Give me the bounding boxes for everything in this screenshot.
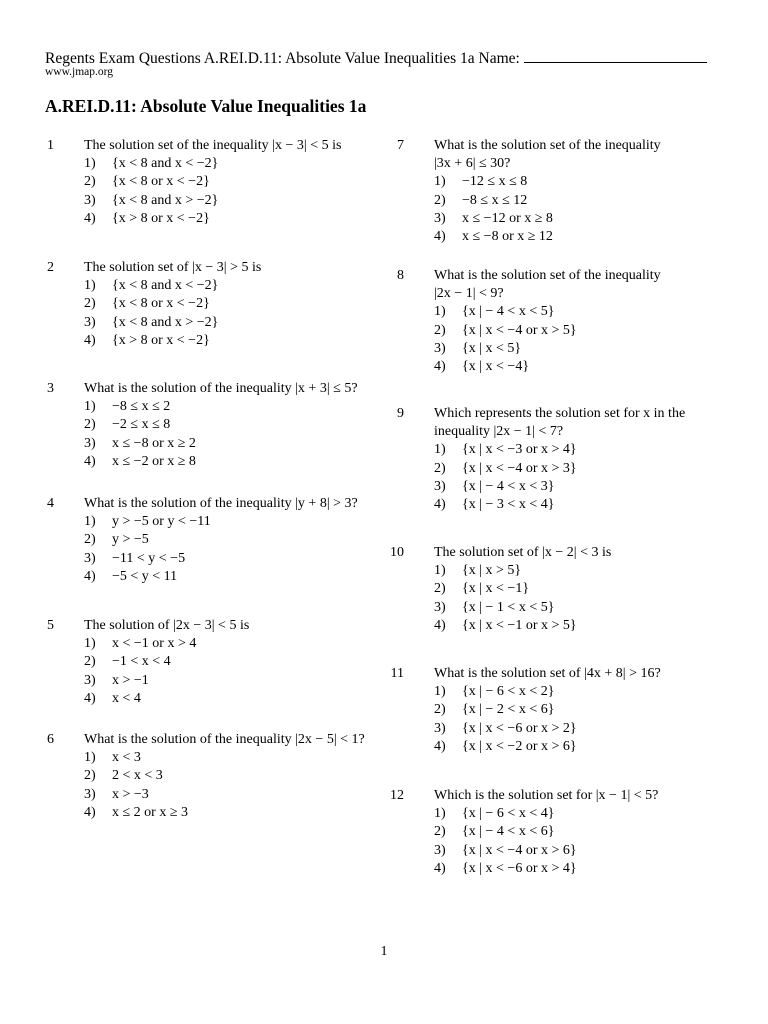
choice-text: y > −5 <box>112 532 149 548</box>
choice-text: {x | − 4 < x < 5} <box>462 304 555 320</box>
choice-number: 2) <box>434 824 446 840</box>
question-text: The solution set of |x − 2| < 3 is <box>434 545 612 560</box>
choice-text: x ≤ −8 or x ≥ 12 <box>462 228 553 244</box>
question-text: inequality |2x − 1| < 7? <box>434 424 564 440</box>
question-number: 8 <box>397 268 404 283</box>
choice-text: {x | − 2 < x < 6} <box>462 702 555 718</box>
choice-text: x ≤ −8 or x ≥ 2 <box>112 435 196 451</box>
choice-number: 2) <box>84 417 96 433</box>
choice-number: 2) <box>434 192 446 208</box>
choice-text: {x < 8 or x < −2} <box>112 174 210 190</box>
choice-text: {x | − 6 < x < 4} <box>462 806 555 822</box>
choice-text: y > −5 or y < −11 <box>112 514 211 530</box>
choice-number: 1) <box>434 684 446 700</box>
choice-text: {x | x < −4 or x > 3} <box>462 460 577 476</box>
choice-text: {x | − 4 < x < 3} <box>462 478 555 494</box>
choice-number: 1) <box>84 636 96 652</box>
question-number: 12 <box>390 788 404 803</box>
choice-text: −1 < x < 4 <box>112 654 171 670</box>
question-text: The solution set of the inequality |x − 3| < 5 is <box>84 138 342 153</box>
choice-text: {x < 8 and x < −2} <box>112 278 219 294</box>
choice-text: {x | − 3 < x < 4} <box>462 496 555 512</box>
choice-number: 1) <box>84 750 96 766</box>
choice-number: 4) <box>434 358 446 374</box>
choice-text: x > −1 <box>112 672 149 688</box>
choice-text: x < 3 <box>112 750 141 766</box>
question-number: 9 <box>397 406 404 421</box>
choice-text: −12 ≤ x ≤ 8 <box>462 174 528 190</box>
question-text: What is the solution of the inequality |y + 8| > 3? <box>84 496 358 511</box>
choice-text: {x < 8 and x < −2} <box>112 156 219 172</box>
choice-number: 4) <box>434 738 446 754</box>
choice-text: x ≤ −12 or x ≥ 8 <box>462 210 553 226</box>
choice-text: −5 < y < 11 <box>112 568 178 584</box>
choice-text: {x | x < −4 or x > 5} <box>462 322 577 338</box>
worksheet-title: A.REI.D.11: Absolute Value Inequalities 1a <box>45 96 367 116</box>
question-text: What is the solution of the inequality |2x − 5| < 1? <box>84 732 365 747</box>
choice-number: 1) <box>84 514 96 530</box>
choice-text: {x | − 6 < x < 2} <box>462 684 555 700</box>
choice-number: 4) <box>434 496 446 512</box>
name-blank-line <box>524 48 707 63</box>
question-text: The solution set of |x − 3| > 5 is <box>84 260 262 275</box>
choice-number: 4) <box>84 210 96 226</box>
choice-text: {x < 8 or x < −2} <box>112 296 210 312</box>
choice-text: 2 < x < 3 <box>112 768 163 784</box>
choice-text: x > −3 <box>112 786 149 802</box>
choice-number: 2) <box>84 296 96 312</box>
choice-text: {x | x < −1} <box>462 581 530 597</box>
choice-text: x < 4 <box>112 690 141 706</box>
site-url: www.jmap.org <box>45 66 114 78</box>
question-text: What is the solution set of the inequality <box>434 138 661 153</box>
choice-text: {x | − 1 < x < 5} <box>462 599 555 615</box>
choice-text: {x | x < −1 or x > 5} <box>462 617 577 633</box>
choice-number: 3) <box>434 720 446 736</box>
choice-number: 3) <box>434 210 446 226</box>
choice-text: x < −1 or x > 4 <box>112 636 197 652</box>
choice-number: 2) <box>434 460 446 476</box>
choice-number: 1) <box>434 442 446 458</box>
question-text: Which represents the solution set for x in the <box>434 406 686 421</box>
choice-number: 1) <box>434 806 446 822</box>
choice-number: 4) <box>84 332 96 348</box>
choice-text: −2 ≤ x ≤ 8 <box>112 417 171 433</box>
choice-text: {x | x < −4} <box>462 358 530 374</box>
choice-number: 2) <box>434 581 446 597</box>
choice-number: 3) <box>434 478 446 494</box>
choice-number: 3) <box>84 435 96 451</box>
choice-number: 4) <box>84 690 96 706</box>
choice-number: 3) <box>434 842 446 858</box>
question-text: |3x + 6| ≤ 30? <box>434 156 511 172</box>
choice-number: 3) <box>84 550 96 566</box>
choice-text: {x > 8 or x < −2} <box>112 210 210 226</box>
choice-number: 4) <box>84 568 96 584</box>
choice-number: 2) <box>84 768 96 784</box>
question-number: 4 <box>47 496 54 511</box>
choice-number: 3) <box>84 192 96 208</box>
choice-text: {x | x > 5} <box>462 563 522 579</box>
choice-text: {x < 8 and x > −2} <box>112 314 219 330</box>
header-line <box>45 48 707 68</box>
choice-number: 2) <box>84 654 96 670</box>
choice-number: 4) <box>434 860 446 876</box>
question-number: 1 <box>47 138 54 153</box>
choice-text: −8 ≤ x ≤ 2 <box>112 399 171 415</box>
choice-number: 4) <box>84 804 96 820</box>
choice-number: 1) <box>84 156 96 172</box>
question-text: Which is the solution set for |x − 1| < 5? <box>434 788 659 803</box>
question-number: 11 <box>390 666 404 681</box>
choice-text: {x | x < −6 or x > 4} <box>462 860 577 876</box>
choice-text: x ≤ 2 or x ≥ 3 <box>112 804 189 820</box>
choice-text: {x | x < −3 or x > 4} <box>462 442 577 458</box>
page-number: 1 <box>380 944 388 959</box>
choice-text: {x | x < −2 or x > 6} <box>462 738 577 754</box>
choice-number: 2) <box>84 532 96 548</box>
question-text: What is the solution set of |4x + 8| > 16? <box>434 666 661 681</box>
choice-number: 3) <box>434 340 446 356</box>
choice-text: −11 < y < −5 <box>112 550 186 566</box>
choice-number: 1) <box>84 278 96 294</box>
question-text: What is the solution of the inequality |x + 3| ≤ 5? <box>84 381 358 396</box>
choice-number: 1) <box>434 563 446 579</box>
choice-text: {x | x < 5} <box>462 340 522 356</box>
choice-number: 4) <box>84 453 96 469</box>
question-text: |2x − 1| < 9? <box>434 286 504 302</box>
choice-number: 1) <box>434 174 446 190</box>
question-text: What is the solution set of the inequality <box>434 268 661 283</box>
choice-text: x ≤ −2 or x ≥ 8 <box>112 453 196 469</box>
choice-number: 3) <box>434 599 446 615</box>
choice-number: 3) <box>84 786 96 802</box>
choice-text: {x < 8 and x > −2} <box>112 192 219 208</box>
question-number: 10 <box>390 545 404 560</box>
choice-number: 4) <box>434 617 446 633</box>
choice-text: {x | x < −4 or x > 6} <box>462 842 577 858</box>
choice-number: 2) <box>434 322 446 338</box>
question-number: 5 <box>47 618 54 633</box>
choice-text: {x | − 4 < x < 6} <box>462 824 555 840</box>
choice-number: 4) <box>434 228 446 244</box>
choice-number: 3) <box>84 672 96 688</box>
choice-number: 3) <box>84 314 96 330</box>
choice-number: 2) <box>434 702 446 718</box>
question-text: The solution of |2x − 3| < 5 is <box>84 618 250 633</box>
choice-number: 1) <box>84 399 96 415</box>
question-number: 2 <box>47 260 54 275</box>
choice-text: −8 ≤ x ≤ 12 <box>462 192 528 208</box>
question-number: 3 <box>47 381 54 396</box>
choice-text: {x > 8 or x < −2} <box>112 332 210 348</box>
choice-number: 1) <box>434 304 446 320</box>
choice-number: 2) <box>84 174 96 190</box>
question-number: 7 <box>397 138 404 153</box>
exam-title: Regents Exam Questions A.REI.D.11: Absolute Value Inequalities 1a Name: <box>45 50 520 67</box>
question-number: 6 <box>47 732 54 747</box>
choice-text: {x | x < −6 or x > 2} <box>462 720 577 736</box>
